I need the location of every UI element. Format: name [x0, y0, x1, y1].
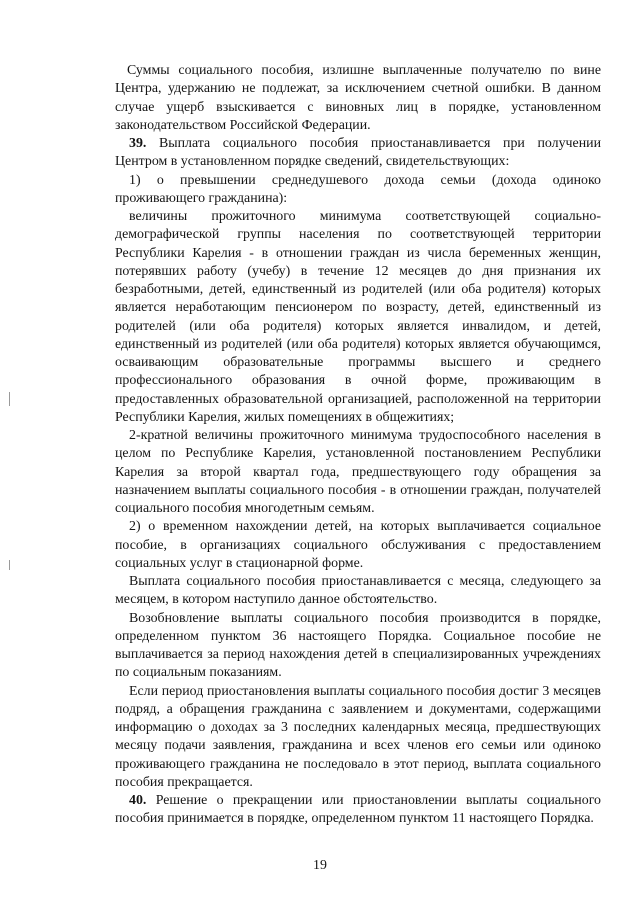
paragraph-resumption [115, 610, 601, 683]
paragraph-text: Выплата социального пособия приостанавливается с месяца, следующего за месяцем, в котором наступило данное обстоятельство. [115, 574, 601, 608]
page-number: 19 [313, 858, 327, 873]
paragraph-39 [115, 135, 601, 172]
paragraph-text: Суммы социального пособия, излишне выплаченные получателю по вине Центра, удержанию не подлежат, за исключением счетной ошибки. В данном случае ущерб взыскивается с виновных лиц в порядке, установленном законодательством Российской Федерации. [115, 63, 601, 133]
paragraph-text: Решение о прекращении или приостановлении выплаты социального пособия принимается в порядке, определенном пунктом 11 настоящего Порядка. [115, 793, 601, 827]
paragraph-text: величины прожиточного минимума соответствующей социально-демографической группы населения по соответствующей территории Республики Карелия - в отношении граждан из числа беременных женщин, потерявших работу (учебу) в течение 12 месяцев до дня признания их безработными, детей, единственный из родителей (или оба родителя) которых является неработающим пенсионером по возрасту, детей, единственный из родителей (или оба родителя) которых является инвалидом, и детей, единственный из родителей (или оба родителя) которых является обучающимся, осваивающим образовательные программы высшего и среднего профессионального образования в очной форме, проживающим в предоставленных образовательной организацией, расположенной на территории Республики Карелия, жилых помещениях в общежитиях; [115, 209, 601, 425]
paragraph-text: Возобновление выплаты социального пособия производится в порядке, определенном пунктом 36 настоящего Порядка. Социальное пособие не выплачивается за период нахождения детей в специализированных учреждениях по социальным показаниям. [115, 610, 601, 681]
paragraph-40 [115, 792, 601, 829]
paragraph-text: Если период приостановления выплаты социального пособия достиг 3 месяцев подряд, а обращения гражданина с заявлением и документами, содержащими информацию о доходах за 3 последних календарных месяца, предшествующих месяцу подачи заявления, гражданина и всех членов его семьи или одиноко проживающего гражданина не последовало в этот период, выплата социального пособия прекращается. [115, 683, 601, 790]
scan-edge-mark [9, 392, 10, 406]
paragraph-termination [115, 683, 601, 793]
paragraph-text: 2) о временном нахождении детей, на которых выплачивается социальное пособие, в организациях социального обслуживания с предоставлением социальных услуг в стационарной форме. [115, 519, 601, 571]
scan-edge-mark [9, 560, 10, 570]
document-body [115, 62, 601, 829]
paragraph-number: 39. [129, 136, 147, 151]
paragraph-liability [115, 62, 601, 135]
paragraph-text: Выплата социального пособия приостанавливается при получении Центром в установленном порядке сведений, свидетельствующих: [115, 136, 601, 170]
paragraph-item-2 [115, 518, 601, 573]
paragraph-number: 40. [129, 793, 147, 808]
paragraph-suspension [115, 573, 601, 610]
paragraph-item-1 [115, 172, 601, 209]
paragraph-text: 1) о превышении среднедушевого дохода семьи (дохода одиноко проживающего гражданина): [115, 172, 601, 206]
paragraph-text: 2-кратной величины прожиточного минимума трудоспособного населения в целом по Республике Карелия, установленной постановлением Республики Карелия за второй квартал года, предшествующего году обращения за назначением выплаты социального пособия - в отношении граждан, получателей социального пособия многодетным семьям. [115, 428, 601, 516]
paragraph-subsistence-minimum [115, 208, 601, 427]
paragraph-double-minimum [115, 427, 601, 518]
